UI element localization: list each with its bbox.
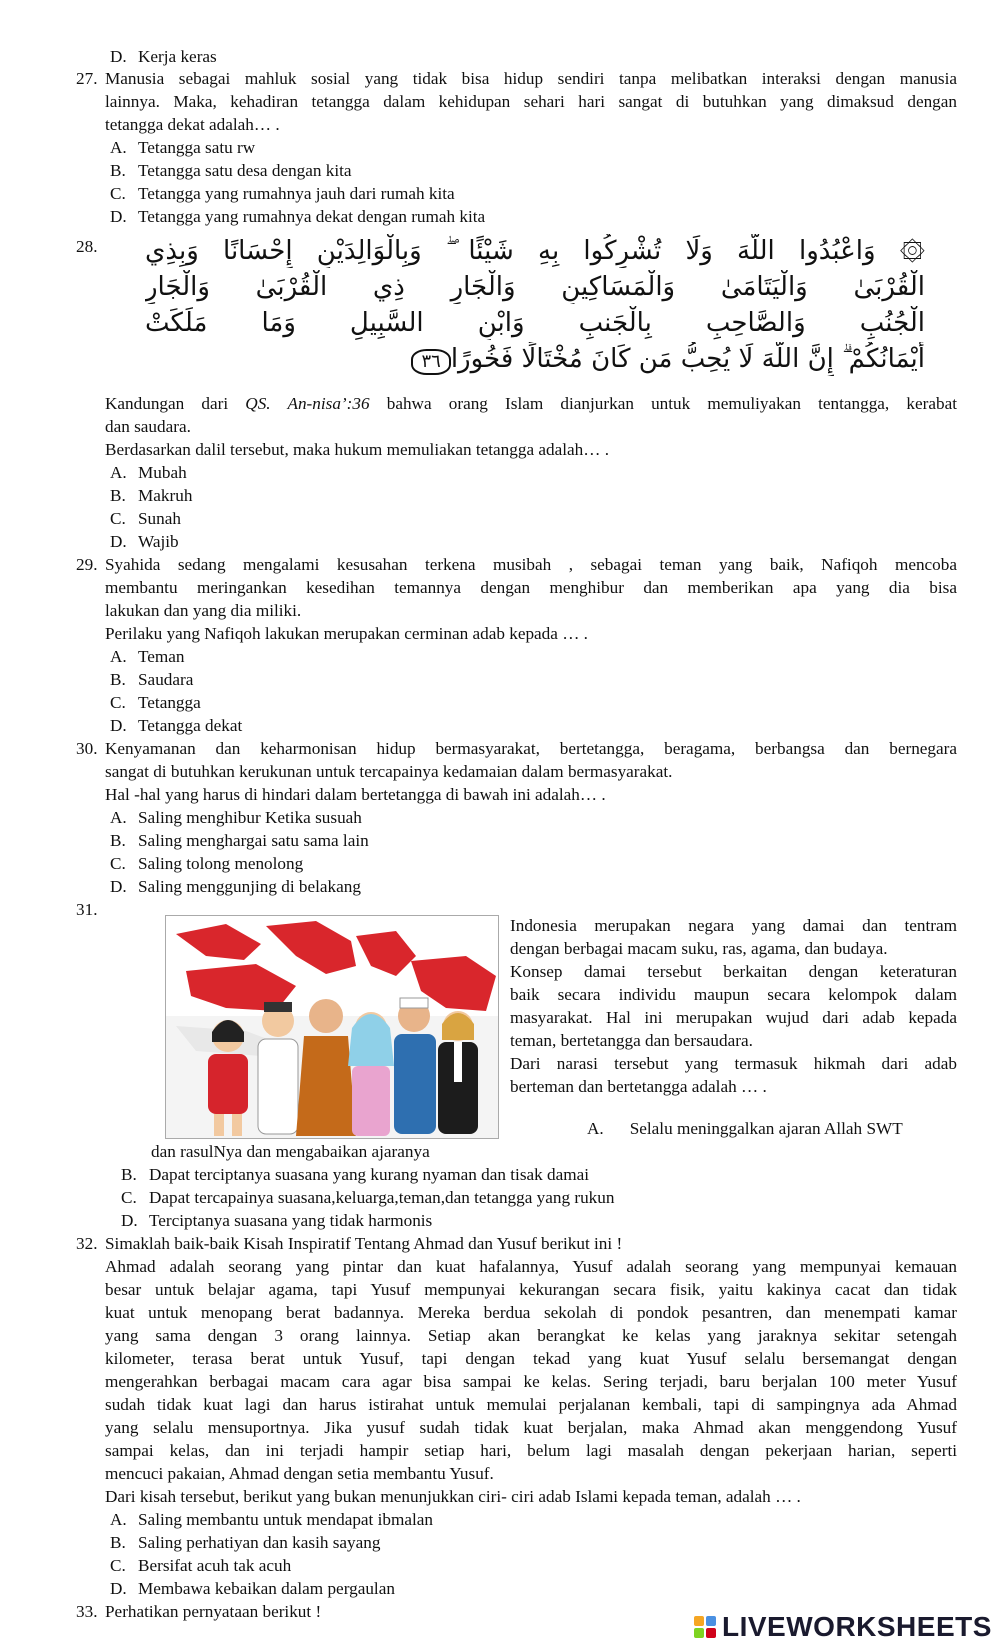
q27-text-line: lainnya. Maka, kehadiran tetangga dalam kehidupan sehari hari sangat di butuhkan yang dimaksud dengan: [105, 92, 957, 111]
illustration-svg: [166, 916, 498, 1138]
q31-option-b[interactable]: B. Dapat terciptanya suasana yang kurang nyaman dan tisak damai: [121, 1165, 590, 1184]
q32-text-line: Ahmad adalah seorang yang pintar dan kuat hafalannya, Yusuf adalah seorang yang mempunyai kemauan: [105, 1257, 957, 1276]
q31-option-c[interactable]: C. Dapat tercapainya suasana,keluarga,teman,dan tetangga yang rukun: [121, 1188, 615, 1207]
q32-option-b[interactable]: B. Saling perhatiyan dan kasih sayang: [110, 1533, 381, 1552]
q30-option-b[interactable]: B. Saling menghargai satu sama lain: [110, 831, 369, 850]
q33-number: 33.: [76, 1602, 98, 1621]
q27-option-b[interactable]: B. Tetangga satu desa dengan kita: [110, 161, 352, 180]
q32-text-line: yang sama dengan 3 orang lainnya. Setiap akan berangkat ke kelas yang jaraknya sekitar setengah: [105, 1326, 957, 1345]
q28-number: 28.: [76, 237, 98, 256]
q27-option-c[interactable]: C. Tetangga yang rumahnya jauh dari rumah kita: [110, 184, 455, 203]
q32-question-line: Dari kisah tersebut, berikut yang bukan menunjukkan ciri- ciri adab Islami kepada teman, adalah … .: [105, 1487, 801, 1506]
q31-option-d[interactable]: D. Terciptanya suasana yang tidak harmonis: [121, 1211, 433, 1230]
q29-option-a[interactable]: A. Teman: [110, 647, 185, 666]
q29-text-line: Syahida sedang mengalami kesusahan terkena musibah , sebagai teman yang baik, Nafiqoh mencoba: [105, 555, 957, 574]
person-figure: [438, 1011, 478, 1134]
q28-text-line: Berdasarkan dalil tersebut, maka hukum memuliakan tetangga adalah… .: [105, 440, 609, 459]
q29-text-line: membantu meringankan kesedihan temannya dengan menghibur dan memberikan apa yang dia bisa: [105, 578, 957, 597]
q26-option-d[interactable]: D. Kerja keras: [110, 47, 217, 66]
q30-text-line: Kenyamanan dan keharmonisan hidup bermasyarakat, bertetangga, beragama, berbangsa dan bernegara: [105, 739, 957, 758]
q27-text-line: Manusia sebagai mahluk sosial yang tidak bisa hidup sendiri tanpa melibatkan interaksi dengan manusia: [105, 69, 957, 88]
q28-arabic-verse-last: أَيْمَانُكُمْ ۗ إِنَّ اللَّهَ لَا يُحِبُّ مَن كَانَ مُخْتَالًا فَخُورًا٣٦: [145, 342, 925, 376]
q32-text-line: mencuci pakaian, Ahmad dengan setia membantu Yusuf.: [105, 1464, 494, 1483]
q32-option-c[interactable]: C. Bersifat acuh tak acuh: [110, 1556, 292, 1575]
q31-text-line: Dari narasi tersebut yang termasuk hikmah dari adab: [510, 1054, 957, 1073]
q30-text-line: sangat di butuhkan kerukunan untuk tercapainya kedamaian dalam bermasyarakat.: [105, 762, 673, 781]
q29-option-d[interactable]: D. Tetangga dekat: [110, 716, 243, 735]
q28-text-line: Kandungan dari QS. An-nisa’:36 bahwa orang Islam dianjurkan untuk memuliyakan tentangga, kerabat: [105, 394, 957, 413]
q29-option-b[interactable]: B. Saudara: [110, 670, 194, 689]
liveworksheets-logo[interactable]: [694, 1610, 992, 1644]
q27-text-line: tetangga dekat adalah… .: [105, 115, 280, 134]
q32-text-line: kuat untuk menopang berat badannya. Mereka berdua sekolah di pondok pesantren, dan menempati kamar: [105, 1303, 957, 1322]
q28-arabic-verse-line: الْجُنُبِ وَالصَّاحِبِ بِالْجَنبِ وَابْنِ السَّبِيلِ وَمَا مَلَكَتْ: [145, 308, 925, 338]
q28-option-a[interactable]: A. Mubah: [110, 463, 187, 482]
person-figure: [394, 998, 436, 1134]
q28-arabic-verse-line: الْقُرْبَىٰ وَالْيَتَامَىٰ وَالْمَسَاكِينِ وَالْجَارِ ذِي الْقُرْبَىٰ وَالْجَارِ: [145, 272, 925, 302]
q30-option-d[interactable]: D. Saling menggunjing di belakang: [110, 877, 361, 896]
q31-text-line: baik secara individu maupun secara kelompok dalam: [510, 985, 957, 1004]
q28-option-d[interactable]: D. Wajib: [110, 532, 179, 551]
q31-number: 31.: [76, 900, 98, 919]
q27-number: 27.: [76, 69, 98, 88]
q32-text-line: Simaklah baik-baik Kisah Inspiratif Tentang Ahmad dan Yusuf berikut ini !: [105, 1234, 623, 1253]
q28-option-b[interactable]: B. Makruh: [110, 486, 193, 505]
q32-number: 32.: [76, 1234, 98, 1253]
q32-text-line: sampai kelas, dan ini terjadi hampir setiap hari, belum lagi masalah dengan pekerjaan harian, seperti: [105, 1441, 957, 1460]
q29-text-line: Perilaku yang Nafiqoh lakukan merupakan cerminan adab kepada … .: [105, 624, 588, 643]
q31-text-line: Konsep damai tersebut berkaitan dengan keteraturan: [510, 962, 957, 981]
q30-number: 30.: [76, 739, 98, 758]
q32-text-line: sudah tidak kuat lagi dan harus istirahat untuk memulai perjalanan kembali, tapi di sampingnya ada Ahmad: [105, 1395, 957, 1414]
q30-option-a[interactable]: A. Saling menghibur Ketika susuah: [110, 808, 362, 827]
q32-text-line: yang selalu mensuportnya. Jika yusuf sudah tidak kuat berjalan, maka Ahmad akan menggendong Yusuf: [105, 1418, 957, 1437]
q28-option-c[interactable]: C. Sunah: [110, 509, 181, 528]
q29-number: 29.: [76, 555, 98, 574]
q31-text-line: berteman dan bertetangga adalah … .: [510, 1077, 767, 1096]
q32-text-line: kilometer, terasa berat untuk Yusuf, tapi dengan tekad yang kuat Yusuf selalu bersemangat dengan: [105, 1349, 957, 1368]
logo-grid-icon: [694, 1616, 716, 1638]
q29-option-c[interactable]: C. Tetangga: [110, 693, 201, 712]
q29-text-line: lakukan dan yang dia miliki.: [105, 601, 302, 620]
person-figure: [348, 1012, 394, 1136]
q31-text-line: Indonesia merupakan negara yang damai dan tentram: [510, 916, 957, 935]
q31-text-line: teman, bertetangga dan bersaudara.: [510, 1031, 753, 1050]
q28-text-line: dan saudara.: [105, 417, 191, 436]
q31-text-line: dengan berbagai macam suku, ras, agama, dan budaya.: [510, 939, 888, 958]
q31-option-a[interactable]: A. Selalu meninggalkan ajaran Allah SWT: [587, 1119, 903, 1138]
indonesia-diversity-illustration: [165, 915, 499, 1139]
ayah-number-marker: ٣٦: [411, 349, 450, 375]
q32-text-line: besar untuk belajar agama, tapi Yusuf mempunyai kekurangan secara fisik, yaitu kakinya cacat dan tidak: [105, 1280, 957, 1299]
q30-option-c[interactable]: C. Saling tolong menolong: [110, 854, 304, 873]
q30-text-line: Hal -hal yang harus di hindari dalam bertetangga di bawah ini adalah… .: [105, 785, 606, 804]
q32-text-line: mengerahkan berbagai macam cara agar bisa sampai ke kelas. Sering terjadi, baru berjalan 100 meter Yusuf: [105, 1372, 957, 1391]
q27-option-a[interactable]: A. Tetangga satu rw: [110, 138, 256, 157]
q33-text: Perhatikan pernyataan berikut !: [105, 1602, 322, 1621]
q31-option-a-continued: dan rasulNya dan mengabaikan ajaranya: [151, 1142, 430, 1161]
person-figure: [258, 1002, 298, 1134]
q27-option-d[interactable]: D. Tetangga yang rumahnya dekat dengan rumah kita: [110, 207, 486, 226]
q32-option-d[interactable]: D. Membawa kebaikan dalam pergaulan: [110, 1579, 395, 1598]
q32-option-a[interactable]: A. Saling membantu untuk mendapat ibmalan: [110, 1510, 433, 1529]
logo-text: LIVEWORKSHEETS: [722, 1611, 992, 1642]
quran-source: QS. An-nisa’:36: [245, 394, 370, 413]
q31-text-line: masyarakat. Hal ini merupakan wujud dari adab kepada: [510, 1008, 957, 1027]
q28-arabic-verse-line: ۞ وَاعْبُدُوا اللَّهَ وَلَا تُشْرِكُوا بِهِ شَيْئًا ۖ وَبِالْوَالِدَيْنِ إِحْسَانًا وَبِذِي: [145, 236, 925, 266]
